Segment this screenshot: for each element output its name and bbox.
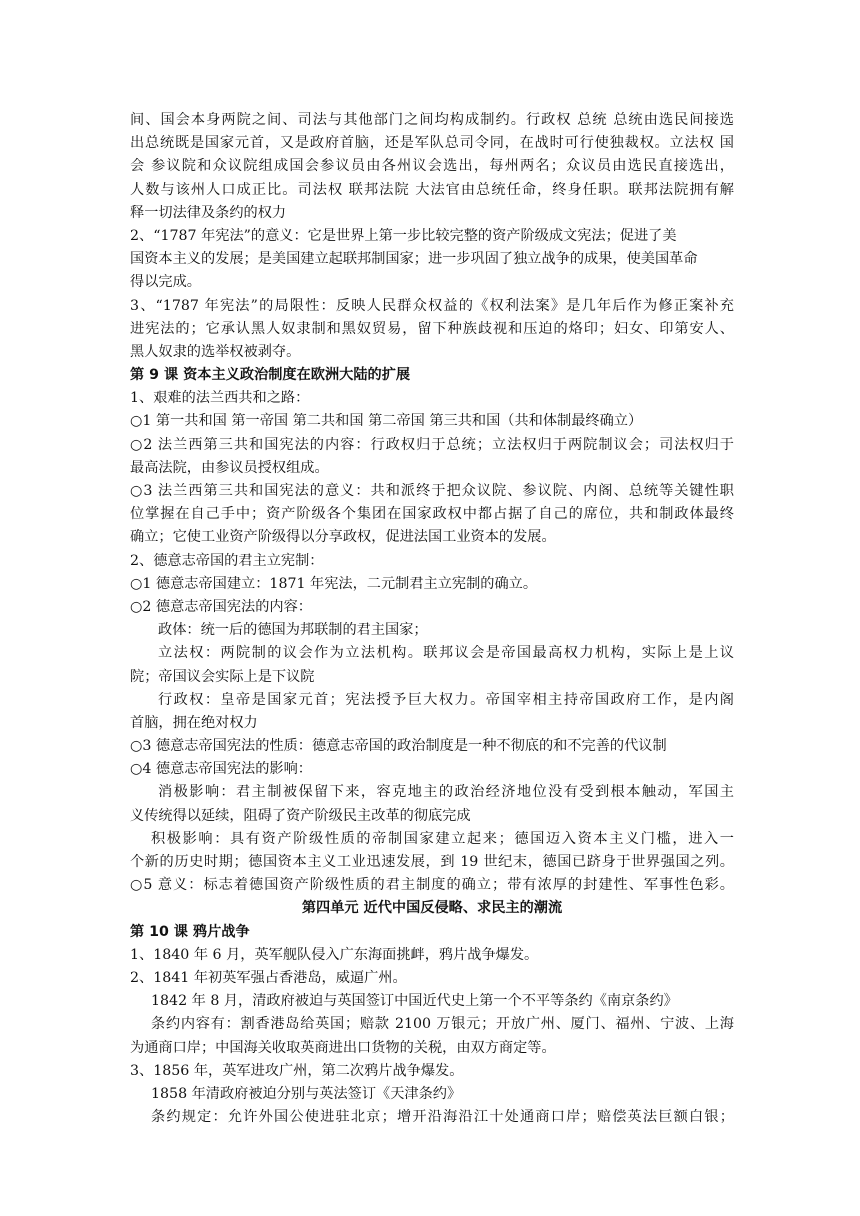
text-line: 1842 年 8 月，清政府被迫与英国签订中国近代史上第一个不平等条约《南京条约》 — [151, 993, 678, 1010]
text-line: 确立；它使工业资产阶级得以分享政权，促进法国工业资本的发展。 — [130, 529, 556, 546]
section-heading: 第 10 课 鸦片战争 — [130, 923, 250, 940]
text-line: ○3 德意志帝国宪法的性质：德意志帝国的政治制度是一种不彻底的和不完善的代议制 — [130, 738, 667, 755]
text-line: ○1 第一共和国 第一帝国 第二共和国 第二帝国 第三共和国（共和体制最终确立） — [130, 413, 643, 430]
text-line: 进宪法的；它承认黑人奴隶制和黑奴贸易，留下种族歧视和压迫的烙印；妇女、印第安人、 — [130, 320, 734, 337]
text-line: 积极影响：具有资产阶级性质的帝制国家建立起来；德国迈入资本主义门槛，进入一 — [151, 830, 734, 847]
text-line: 1、艰难的法兰西共和之路： — [130, 390, 310, 407]
text-line: 院；帝国议会实际上是下议院 — [130, 668, 315, 685]
text-line: 3、“1787 年宪法”的局限性：反映人民群众权益的《权利法案》是几年后作为修正案补充 — [130, 297, 734, 314]
text-line: 释一切法律及条约的权力 — [130, 204, 287, 221]
text-line: 2、德意志帝国的君主立宪制： — [130, 552, 324, 569]
text-line: 人数与该州人口成正比。司法权 联邦法院 大法官由总统任命，终身任职。联邦法院拥有解 — [130, 181, 734, 198]
text-line: 条约内容有：割香港岛给英国；赔款 2100 万银元；开放广州、厦门、福州、宁波、上海 — [151, 1016, 734, 1033]
text-line: ○2 德意志帝国宪法的内容： — [130, 598, 312, 615]
text-line: 2、1841 年初英军强占香港岛，威逼广州。 — [130, 969, 407, 986]
text-line: 1858 年清政府被迫分别与英法签订《天津条约》 — [151, 1085, 462, 1102]
text-line: 得以完成。 — [130, 274, 201, 291]
text-line: 位掌握在自己手中；资产阶级各个集团在国家政权中都占据了自己的席位，共和制政体最终 — [130, 506, 734, 523]
text-line: 消极影响：君主制被保留下来，容克地主的政治经济地位没有受到根本触动，军国主 — [158, 784, 734, 801]
section-heading: 第 9 课 资本主义政治制度在欧洲大陆的扩展 — [130, 367, 411, 384]
text-line: ○1 德意志帝国建立：1871 年宪法，二元制君主立宪制的确立。 — [130, 575, 538, 592]
text-line: 会 参议院和众议院组成国会参议员由各州议会选出，每州两名；众议员由选民直接选出， — [130, 158, 734, 175]
text-line: 最高法院，由参议员授权组成。 — [130, 459, 329, 476]
text-line: 政体：统一后的德国为邦联制的君主国家； — [158, 622, 428, 639]
unit-heading: 第四单元 近代中国反侵略、求民主的潮流 — [301, 900, 563, 917]
text-line: ○4 德意志帝国宪法的影响： — [130, 761, 312, 778]
text-line: 间、国会本身两院之间、司法与其他部门之间均构成制约。行政权 总统 总统由选民间接选 — [130, 112, 734, 128]
text-line: 3、1856 年，英军进攻广州，第二次鸦片战争爆发。 — [130, 1062, 464, 1079]
document-body — [130, 109, 734, 1129]
text-line: ○5 意义：标志着德国资产阶级性质的君主制度的确立；带有浓厚的封建性、军事性色彩。 — [130, 877, 734, 894]
text-line: 出总统既是国家元首，又是政府首脑，还是军队总司令同，在战时可行使独裁权。立法权 国 — [130, 135, 734, 152]
text-line: 黑人奴隶的选举权被剥夺。 — [130, 343, 301, 360]
text-line: 2、“1787 年宪法”的意义：它是世界上第一步比较完整的资产阶级成文宪法；促进了美 — [130, 227, 677, 244]
text-line: 国资本主义的发展；是美国建立起联邦制国家；进一步巩固了独立战争的成果，使美国革命 — [130, 251, 698, 268]
text-line: 行政权：皇帝是国家元首；宪法授予巨大权力。帝国宰相主持帝国政府工作，是内阁 — [158, 691, 734, 708]
text-line: 条约规定：允许外国公使进驻北京；增开沿海沿江十处通商口岸；赔偿英法巨额白银； — [151, 1109, 734, 1126]
text-line: ○3 法兰西第三共和国宪法的意义：共和派终于把众议院、参议院、内阁、总统等关键性职 — [130, 483, 734, 499]
document-page — [130, 109, 734, 1129]
text-line: 首脑，拥在绝对权力 — [130, 714, 258, 731]
text-line: 义传统得以延续，阻碍了资产阶级民主改革的彻底完成 — [130, 807, 471, 824]
text-line: 立法权：两院制的议会作为立法机构。联邦议会是帝国最高权力机构，实际上是上议 — [158, 645, 734, 662]
text-line: ○2 法兰西第三共和国宪法的内容：行政权归于总统；立法权归于两院制议会；司法权归于 — [130, 436, 734, 453]
text-line: 1、1840 年 6 月，英军舰队侵入广东海面挑衅，鸦片战争爆发。 — [130, 946, 539, 963]
text-line: 为通商口岸；中国海关收取英商进出口货物的关税，由双方商定等。 — [130, 1039, 556, 1056]
text-line: 个新的历史时期；德国资本主义工业迅速发展，到 19 世纪末，德国已跻身于世界强国之列。 — [130, 854, 734, 870]
